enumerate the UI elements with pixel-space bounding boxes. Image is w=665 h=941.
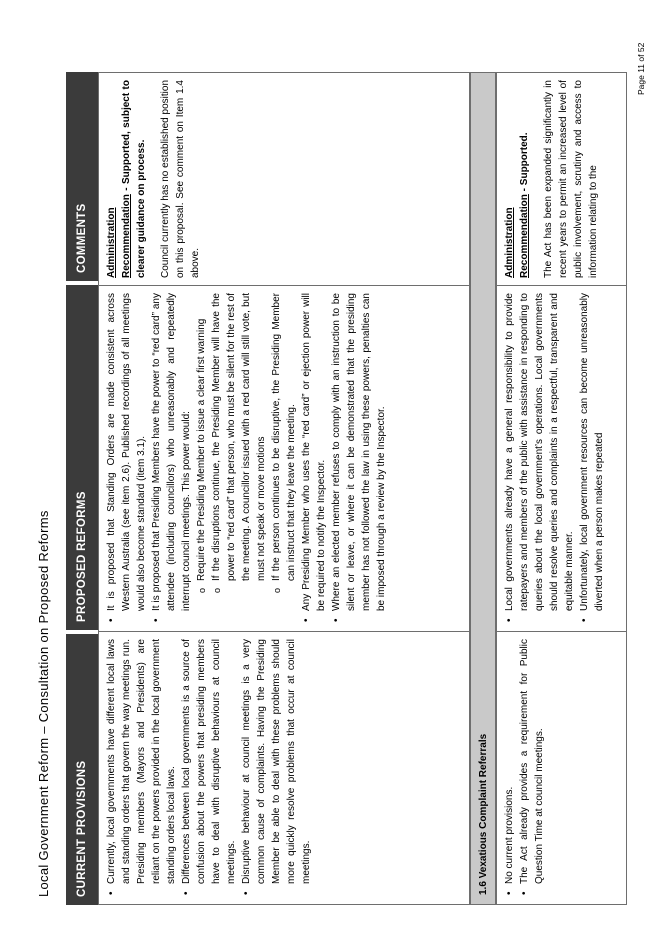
administration-label: Administration <box>504 207 515 278</box>
column-header-current-provisions: CURRENT PROVISIONS <box>66 634 98 905</box>
recommendation-label: Recommendation <box>519 194 530 278</box>
list-item: • Unfortunately, local government resources can become unreasonably diverted when a person makes repeated <box>577 293 607 611</box>
recommendation-label: Recommendation <box>121 194 132 278</box>
list-item: • No current provisions. <box>502 639 517 884</box>
list-item: • Currently, local governments have different local laws and standing orders that govern the way meetings run. Presiding members (Mayors and Presidents) are reliant on the powers provided in the local government standing orders local laws. <box>104 639 179 884</box>
recommendation-text: - Supported. <box>519 132 530 195</box>
current-provisions-list <box>502 639 547 897</box>
list-item: • The Act already provides a requirement for Public Question Time at council meetings. <box>517 639 547 884</box>
cell-1-5-comments <box>99 73 469 285</box>
cell-1-5-current-provisions <box>99 631 469 904</box>
section-row-1-6: 1.6 Vexatious Complaint Referrals <box>470 72 496 905</box>
comments-body: The Act has been expanded significantly in recent years to permit an increased level of public involvement, scrutiny and access to information relating to the <box>543 80 599 278</box>
sub-list-item: o If the disruptions continue, the Presiding Member will have the power to “red card” that person, who must be silent for the rest of the meeting. A councillor issued with a red card will still vote, but must not speak or move motions <box>209 293 269 581</box>
consultation-table <box>66 72 627 905</box>
column-header-proposed-reforms: PROPOSED REFORMS <box>66 285 98 630</box>
cell-1-6-comments <box>497 73 626 285</box>
page-number: Page 11 of 52 <box>636 42 646 95</box>
sub-list-item: o Require the Presiding Member to issue a clear first warning <box>194 293 209 581</box>
list-item: • Local governments already have a general responsibility to provide ratepayers and members of the public with assistance in responding to queries about the local government’s operations. Local governments should resolve queries and complaints in a respectful, transparent and equitable manner. <box>502 293 577 611</box>
table-row-1-6 <box>496 72 627 905</box>
administration-label: Administration <box>106 207 117 278</box>
table-row-1-5 <box>98 72 470 905</box>
comments-body: Council currently has no established position on this proposal. See comment on Item 1.4 above. <box>160 80 201 278</box>
list-item: • Any Presiding Member who uses the “red card” or ejection power will be required to notify the Inspector. <box>299 293 329 611</box>
list-item <box>149 293 299 611</box>
recommendation-text: - Supported, subject to clearer guidance on process. <box>121 80 147 278</box>
list-item: • It is proposed that Standing Orders are made consistent across Western Australia (see item 2.6). Published recordings of all meetings would also become standard (item 3.1). <box>104 293 149 611</box>
sub-list-item: o If the person continues to be disruptive, the Presiding Member can instruct that they leave the meeting. <box>269 293 299 581</box>
comments-heading-line <box>119 80 149 278</box>
list-item: • Disruptive behaviour at council meetings is a very common cause of complaints. Having the Presiding Member be able to deal with these problems should more quickly resolve problems that occur at council meetings. <box>239 639 314 884</box>
list-item: • Differences between local governments is a source of confusion about the powers that presiding members have to deal with disruptive behaviours at council meetings. <box>179 639 239 884</box>
comments-heading-line <box>104 80 119 278</box>
proposed-reforms-list <box>104 293 389 624</box>
comments-heading-line <box>502 80 517 278</box>
current-provisions-list <box>104 639 314 897</box>
sub-bullet-list <box>194 293 299 595</box>
cell-1-6-current-provisions <box>497 631 626 904</box>
cell-1-5-proposed-reforms <box>99 285 469 631</box>
list-item: • Where an elected member refuses to comply with an instruction to be silent or leave, or where it can be demonstrated that the presiding member has not followed the law in using these powers, penalties can be imposed through a review by the Inspector. <box>329 293 389 611</box>
list-item-text: It is proposed that Presiding Members have the power to “red card” any attendee (including councillors) who unreasonably and repeatedly interrupt council meetings. This power would: <box>151 293 192 611</box>
comments-heading-line <box>517 80 532 278</box>
column-header-comments: COMMENTS <box>66 72 98 281</box>
proposed-reforms-list <box>502 293 607 624</box>
document-title: Local Government Reform – Consultation on Proposed Reforms <box>36 510 51 897</box>
cell-1-6-proposed-reforms <box>497 285 626 631</box>
